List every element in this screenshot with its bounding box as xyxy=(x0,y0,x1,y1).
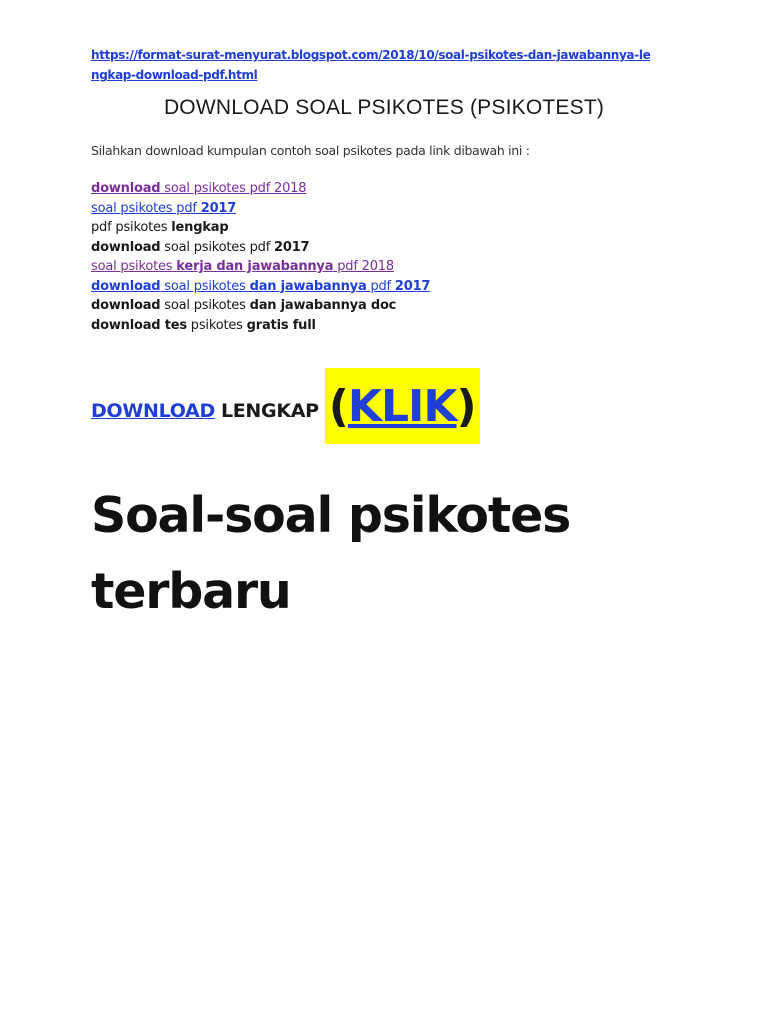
klik-link[interactable]: KLIK xyxy=(347,380,457,432)
list-item[interactable] xyxy=(91,277,430,297)
list-item-text: dan jawabannya doc xyxy=(249,298,397,313)
list-item-text: pdf psikotes xyxy=(91,220,172,235)
list-item-text: download xyxy=(91,239,161,255)
download-link-list xyxy=(91,179,430,335)
list-item-text: soal psikotes pdf xyxy=(160,239,275,255)
list-item-link[interactable]: kerja dan jawabannya xyxy=(176,259,334,274)
download-link[interactable]: DOWNLOAD xyxy=(91,400,215,422)
list-item xyxy=(91,218,430,238)
list-item[interactable] xyxy=(91,179,430,199)
lengkap-label: LENGKAP xyxy=(220,400,319,422)
list-item-text: lengkap xyxy=(171,220,229,235)
list-item-link[interactable]: download xyxy=(91,181,161,196)
list-item[interactable] xyxy=(91,199,430,219)
list-item-text: soal psikotes xyxy=(160,298,250,313)
download-row xyxy=(91,366,480,446)
list-item-text: psikotes xyxy=(186,317,247,333)
list-item-text: download tes xyxy=(91,317,187,333)
klik-highlight-box xyxy=(325,368,480,444)
list-item-link[interactable]: soal psikotes pdf 2018 xyxy=(160,181,307,196)
list-item-link[interactable]: soal psikotes xyxy=(160,278,250,294)
list-item-link[interactable]: download xyxy=(91,278,161,294)
close-paren: ) xyxy=(456,380,476,432)
list-item xyxy=(91,238,430,258)
list-item xyxy=(91,316,430,336)
list-item[interactable] xyxy=(91,257,430,277)
page-title: DOWNLOAD SOAL PSIKOTES (PSIKOTEST) xyxy=(163,96,605,119)
list-item-text: gratis full xyxy=(246,317,316,333)
list-item-link[interactable]: dan jawabannya xyxy=(249,278,367,294)
open-paren: ( xyxy=(328,380,348,432)
intro-text: Silahkan download kumpulan contoh soal psikotes pada link dibawah ini : xyxy=(91,143,530,158)
list-item-text: download xyxy=(91,298,161,313)
list-item-text: 2017 xyxy=(274,239,310,255)
list-item-link[interactable]: soal psikotes xyxy=(91,259,177,274)
list-item-link[interactable]: pdf 2018 xyxy=(333,259,394,274)
main-heading: Soal-soal psikotes terbaru xyxy=(91,487,571,620)
list-item-link[interactable]: soal psikotes pdf xyxy=(91,200,201,216)
list-item-link[interactable]: 2017 xyxy=(200,200,237,216)
list-item-link[interactable]: 2017 xyxy=(394,278,431,294)
list-item xyxy=(91,296,430,316)
source-url-link[interactable]: https://format-surat-menyurat.blogspot.com/2018/10/soal-psikotes-dan-jawabannya-lengkap-download-pdf.html xyxy=(91,48,651,82)
list-item-link[interactable]: pdf xyxy=(366,278,395,294)
